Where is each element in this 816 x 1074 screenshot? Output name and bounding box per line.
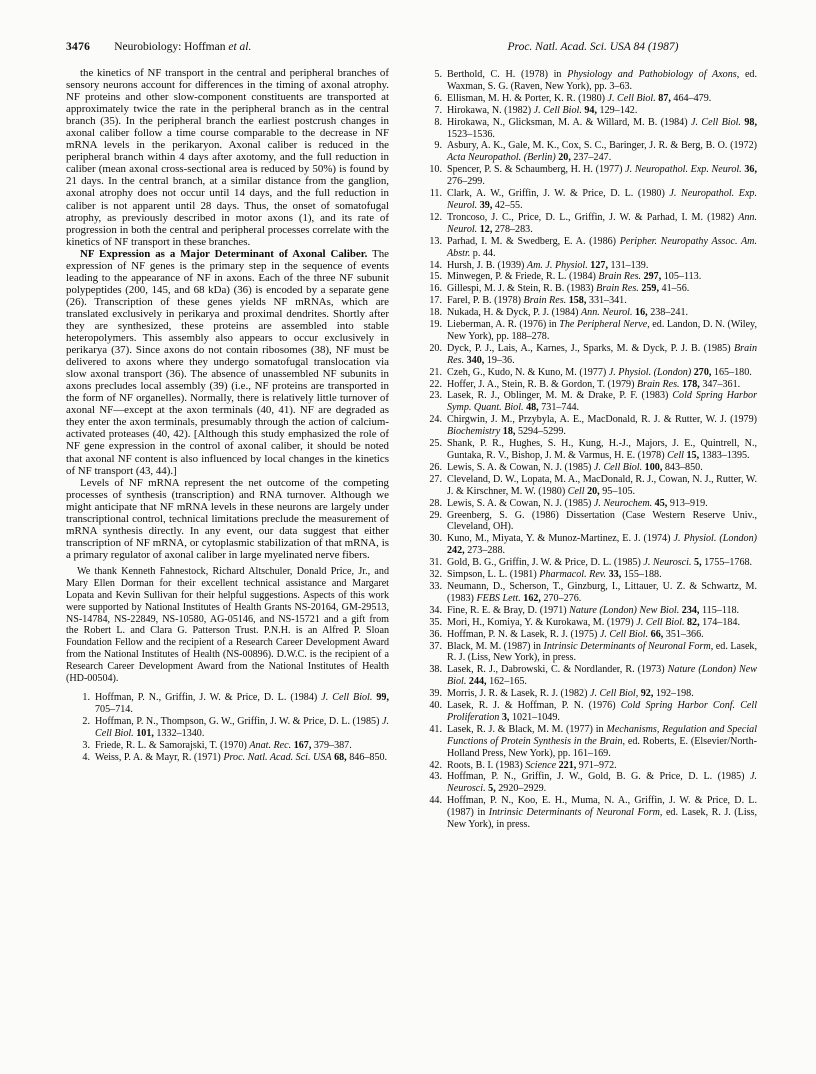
body-paragraph: NF Expression as a Major Determinant of Axonal Caliber. The expression of NF genes is the primary step in the sequence of events leading to the appearance of NF in axons. Each of the three NF subunit polypeptides (200, 145, and 68 kDa) (36) is encoded by a separate gene (26). Transcription of these genes yields NF mRNAs, which are translated exclusively in perikarya and proximal dendrites. Shortly after they are synthesized, these proteins are assembled into stable heteropolymers. This assembly also appears to occur exclusively in perikarya (37). Since axons do not contain ribosomes (38), NF must be delivered to axons where they undergo somatofugal translocation via slow axonal transport (36). The absence of unassembled NF subunits in axons precludes local assembly (39) (i.e., NF proteins are transported in the form of NF organelles). Normally, there is relatively little turnover of axonal NF—except at the axon terminals (40, 41). NF are degraded as they enter the axon terminals, presumably through the action of calcium-activated proteases (40, 42). [Although this study emphasized the role of NF gene expression in the control of axonal caliber, it should be noted that axonal NF content is also influenced by local changes in the kinetics of NF transport (43, 44).] [66, 247, 389, 477]
reference-text: Mori, H., Komiya, Y. & Kurokawa, M. (1979) J. Cell Biol. 82, 174–184. [447, 616, 740, 628]
reference-number: 14. [429, 259, 442, 271]
reference-item [429, 795, 757, 831]
reference-number: 13. [429, 235, 442, 247]
reference-text: Nukada, H. & Dyck, P. J. (1984) Ann. Neurol. 16, 238–241. [447, 307, 689, 319]
reference-text: Czeh, G., Kudo, N. & Kuno, M. (1977) J. Physiol. (London) 270, 165–180. [447, 366, 752, 378]
reference-item [429, 188, 757, 212]
reference-item [429, 343, 757, 367]
body-paragraph: Levels of NF mRNA represent the net outcome of the competing processes of synthesis (transcription) and RNA turnover. Although we might anticipate that NF mRNA levels in these neurons are largely under transcriptional control, technical limitations preclude the measurement of mRNA synthesis directly. In any event, our data suggest that either transcription of NF mRNA, or cytoplasmic stabilization of that mRNA, is a primary regulator of axonal caliber in large myelinated nerve fibers. [66, 476, 389, 561]
reference-item [429, 629, 757, 641]
reference-number: 2. [82, 715, 90, 727]
body-paragraph: the kinetics of NF transport in the central and peripheral branches of sensory neurons account for differences in the timing of axonal atrophy. NF proteins and other slow-component constituents are transported at approximately twice the rate in the peripheral branch as in the central branch (35). In the peripheral branch the earliest postcrush changes in axonal caliber follow a time course comparable to the decrease in NF mRNA levels in the perikaryon. Axonal caliber is reduced in the peripheral branch within 4 days after axotomy, and the full reduction in caliber (mean axonal cross-sectional area is reduced by 50%) is found by 21 days. In the central branch, at a similar distance from the ganglion, axonal atrophy does not occur until 14 days, and the full reduction in caliber is not apparent until 28 days. Thus, the onset of somatofugal atrophy, as previously described in motor axons (1), and its rate of progression in both the central and peripheral processes correlate with the kinetics of NF transport in these branches. [66, 67, 389, 248]
reference-text: Parhad, I. M. & Swedberg, E. A. (1986) Peripher. Neuropathy Assoc. Am. Abstr. p. 44. [447, 235, 757, 259]
reference-number: 34. [429, 604, 442, 616]
reference-item [429, 438, 757, 462]
reference-item [429, 390, 757, 414]
reference-number: 15. [429, 271, 442, 283]
reference-number: 28. [429, 497, 442, 509]
reference-number: 35. [429, 616, 442, 628]
reference-number: 12. [429, 211, 442, 223]
reference-number: 30. [429, 533, 442, 545]
running-title-left: Neurobiology: Hoffman et al. [114, 41, 252, 53]
reference-item [429, 688, 757, 700]
reference-item [429, 105, 757, 117]
reference-item [77, 716, 389, 740]
reference-number: 1. [82, 691, 90, 703]
reference-item [429, 700, 757, 724]
reference-item [429, 69, 757, 93]
reference-number: 37. [429, 640, 442, 652]
reference-item [429, 414, 757, 438]
reference-item [429, 498, 757, 510]
reference-item [429, 771, 757, 795]
reference-item [429, 117, 757, 141]
reference-text: Lasek, R. J. & Hoffman, P. N. (1976) Cold Spring Harbor Conf. Cell Proliferation 3, 1021–1049. [447, 700, 758, 723]
reference-text: Minwegen, P. & Friede, R. L. (1984) Brain Res. 297, 105–113. [447, 271, 702, 283]
reference-number: 32. [429, 569, 442, 581]
reference-number: 20. [429, 342, 442, 354]
reference-text: Hursh, J. B. (1939) Am. J. Physiol. 127, 131–139. [447, 259, 649, 271]
reference-text: Berthold, C. H. (1978) in Physiology and Pathobiology of Axons, ed. Waxman, S. G. (Raven, New York), pp. 3–63. [447, 69, 757, 92]
reference-text: Hirokawa, N. (1982) J. Cell Biol. 94, 129–142. [447, 104, 638, 116]
reference-text: Ellisman, M. H. & Porter, K. R. (1980) J. Cell Biol. 87, 464–479. [447, 92, 712, 104]
reference-number: 21. [429, 366, 442, 378]
reference-number: 27. [429, 473, 442, 485]
reference-text: Simpson, L. L. (1981) Pharmacol. Rev. 33, 155–188. [447, 569, 662, 581]
reference-item [429, 760, 757, 772]
reference-number: 17. [429, 295, 442, 307]
reference-text: Spencer, P. S. & Schaumberg, H. H. (1977) J. Neuropathol. Exp. Neurol. 36, 276–299. [447, 164, 757, 188]
reference-text: Weiss, P. A. & Mayr, R. (1971) Proc. Natl. Acad. Sci. USA 68, 846–850. [95, 751, 388, 763]
reference-text: Lieberman, A. R. (1976) in The Peripheral Nerve, ed. Landon, D. N. (Wiley, New York), pp. 188–278. [447, 319, 757, 342]
reference-item [77, 692, 389, 716]
reference-number: 16. [429, 283, 442, 295]
reference-text: Troncoso, J. C., Price, D. L., Griffin, J. W. & Parhad, I. M. (1982) Ann. Neurol. 12, 278–283. [447, 211, 757, 235]
reference-item [429, 93, 757, 105]
reference-item [429, 581, 757, 605]
reference-text: Hoffman, P. N., Griffin, J. W., Gold, B. G. & Price, D. L. (1985) J. Neurosci. 5, 2920–2929. [447, 771, 757, 795]
left-column [66, 67, 389, 763]
reference-item [77, 740, 389, 752]
reference-number: 24. [429, 414, 442, 426]
reference-number: 6. [434, 92, 442, 104]
reference-text: Morris, J. R. & Lasek, R. J. (1982) J. Cell Biol, 92, 192–198. [447, 688, 694, 700]
reference-number: 29. [429, 509, 442, 521]
reference-item [429, 319, 757, 343]
reference-item [429, 605, 757, 617]
reference-item [429, 724, 757, 760]
reference-number: 9. [434, 140, 442, 152]
reference-item [429, 164, 757, 188]
reference-item [429, 557, 757, 569]
reference-text: Dyck, P. J., Lais, A., Karnes, J., Sparks, M. & Dyck, P. J. B. (1985) Brain Res. 340, 19–36. [447, 342, 757, 366]
reference-number: 11. [429, 188, 442, 200]
reference-item [429, 271, 757, 283]
reference-text: Black, M. M. (1987) in Intrinsic Determinants of Neuronal Form, ed. Lasek, R. J. (Liss, New York), in press. [447, 640, 757, 664]
reference-number: 44. [429, 795, 442, 807]
reference-number: 36. [429, 628, 442, 640]
acknowledgment-paragraph: We thank Kenneth Fahnestock, Richard Altschuler, Donald Price, Jr., and Mary Ellen Dorman for their excellent technical assistance and Margaret Lopata and Kevin Sullivan for their helpful suggestions. Aspects of this work were supported by National Institutes of Health Grants NS-20164, GM-29513, NS-14784, NS-22849, NS-10580, AG-05146, and NS-15721 and a gift from the Robert L. and Clara G. Patterson Trust. P.N.H. is an Alfred P. Sloan Foundation Fellow and the recipient of a Research Career Development Award from the National Institutes of Health (NS-00896). D.W.C. is the recipient of a Research Career Development Award from the National Institutes of Health (HD-00504). [66, 565, 389, 685]
reference-item [77, 752, 389, 764]
reference-text: Gillespi, M. J. & Stein, R. B. (1983) Brain Res. 259, 41–56. [447, 283, 690, 295]
reference-text: Greenberg, S. G. (1986) Dissertation (Case Western Reserve Univ., Cleveland, OH). [447, 509, 757, 533]
reference-item [429, 641, 757, 665]
reference-text: Friede, R. L. & Samorajski, T. (1970) Anat. Rec. 167, 379–387. [95, 739, 352, 751]
reference-text: Hoffman, P. N., Griffin, J. W. & Price, D. L. (1984) J. Cell Biol. 99, 705–714. [95, 691, 389, 715]
reference-number: 33. [429, 580, 442, 592]
reference-text: Roots, B. I. (1983) Science 221, 971–972. [447, 759, 617, 771]
reference-text: Lewis, S. A. & Cowan, N. J. (1985) J. Neurochem. 45, 913–919. [447, 497, 708, 509]
reference-number: 25. [429, 438, 442, 450]
reference-number: 10. [429, 164, 442, 176]
reference-item [429, 236, 757, 260]
reference-text: Hoffman, P. N., Koo, E. H., Muma, N. A., Griffin, J. W. & Price, D. L. (1987) in Intrinsic Determinants of Neuronal Form, ed. Lasek, R. J. (Liss, New York), in press. [447, 795, 757, 831]
reference-number: 39. [429, 688, 442, 700]
reference-text: Cleveland, D. W., Lopata, M. A., MacDonald, R. J., Cowan, N. J., Rutter, W. J. & Kirschner, M. W. (1980) Cell 20, 95–105. [447, 473, 757, 497]
reference-text: Hoffman, P. N., Thompson, G. W., Griffin, J. W. & Price, D. L. (1985) J. Cell Biol. 101, 1332–1340. [95, 715, 389, 739]
reference-number: 18. [429, 307, 442, 319]
reference-item [429, 283, 757, 295]
reference-text: Kuno, M., Miyata, Y. & Munoz-Martinez, E. J. (1974) J. Physiol. (London) 242, 273–288. [447, 533, 757, 557]
reference-list-1-4 [77, 692, 389, 763]
reference-text: Clark, A. W., Griffin, J. W. & Price, D. L. (1980) J. Neuropathol. Exp. Neurol. 39, 42–55. [447, 188, 757, 211]
reference-list-5-44 [429, 69, 757, 831]
reference-item [429, 260, 757, 272]
reference-item [429, 140, 757, 164]
reference-number: 23. [429, 390, 442, 402]
reference-text: Chirgwin, J. M., Przybyla, A. E., MacDonald, R. J. & Rutter, W. J. (1979) Biochemistry 18, 5294–5299. [447, 414, 757, 438]
reference-text: Lasek, R. J., Dabrowski, C. & Nordlander, R. (1973) Nature (London) New Biol. 244, 162–165. [447, 664, 757, 688]
running-title-right: Proc. Natl. Acad. Sci. USA 84 (1987) [507, 41, 679, 53]
reference-item [429, 379, 757, 391]
running-head-left [66, 41, 251, 54]
reference-number: 43. [429, 771, 442, 783]
reference-text: Farel, P. B. (1978) Brain Res. 158, 331–341. [447, 295, 627, 307]
reference-text: Hirokawa, N., Glicksman, M. A. & Willard, M. B. (1984) J. Cell Biol. 98, 1523–1536. [447, 116, 757, 140]
reference-number: 41. [429, 723, 442, 735]
reference-item [429, 462, 757, 474]
reference-text: Fine, R. E. & Bray, D. (1971) Nature (London) New Biol. 234, 115–118. [447, 604, 740, 616]
page-number: 3476 [66, 41, 91, 53]
reference-number: 7. [434, 104, 442, 116]
reference-item [429, 533, 757, 557]
reference-number: 31. [429, 557, 442, 569]
reference-text: Asbury, A. K., Gale, M. K., Cox, S. C., Baringer, J. R. & Berg, B. O. (1972) Acta Neuropathol. (Berlin) 20, 237–247. [447, 140, 757, 164]
reference-number: 42. [429, 759, 442, 771]
reference-item [429, 617, 757, 629]
reference-item [429, 367, 757, 379]
reference-number: 40. [429, 700, 442, 712]
reference-number: 38. [429, 664, 442, 676]
reference-number: 19. [429, 319, 442, 331]
reference-text: Hoffman, P. N. & Lasek, R. J. (1975) J. Cell Biol. 66, 351–366. [447, 628, 704, 640]
reference-text: Neumann, D., Scherson, T., Ginzburg, I., Littauer, U. Z. & Schwartz, M. (1983) FEBS Lett. 162, 270–276. [447, 580, 757, 604]
reference-number: 4. [82, 751, 90, 763]
reference-text: Lasek, R. J., Oblinger, M. M. & Drake, P. F. (1983) Cold Spring Harbor Symp. Quant. Biol. 48, 731–744. [447, 390, 757, 414]
reference-number: 8. [434, 116, 442, 128]
reference-number: 26. [429, 461, 442, 473]
reference-item [429, 569, 757, 581]
reference-text: Shank, P. R., Hughes, S. H., Kung, H.-J., Majors, J. E., Quintrell, N., Guntaka, R. V., Bishop, J. M. & Varmus, H. E. (1978) Cell 15, 1383–1395. [447, 438, 757, 461]
reference-text: Lasek, R. J. & Black, M. M. (1977) in Mechanisms, Regulation and Special Functions of Protein Synthesis in the Brain, ed. Roberts, E. (Elsevier/North-Holland Press, New York), pp. 161–169. [447, 723, 757, 759]
reference-item [429, 510, 757, 534]
reference-text: Gold, B. G., Griffin, J. W. & Price, D. L. (1985) J. Neurosci. 5, 1755–1768. [447, 557, 753, 569]
reference-number: 22. [429, 378, 442, 390]
reference-item [429, 295, 757, 307]
reference-text: Hoffer, J. A., Stein, R. B. & Gordon, T. (1979) Brain Res. 178, 347–361. [447, 378, 741, 390]
reference-item [429, 664, 757, 688]
reference-number: 3. [82, 739, 90, 751]
reference-item [429, 212, 757, 236]
right-column [429, 69, 757, 831]
reference-text: Lewis, S. A. & Cowan, N. J. (1985) J. Cell Biol. 100, 843–850. [447, 461, 703, 473]
body-text [66, 67, 389, 561]
reference-item [429, 307, 757, 319]
reference-number: 5. [434, 69, 442, 80]
reference-item [429, 474, 757, 498]
